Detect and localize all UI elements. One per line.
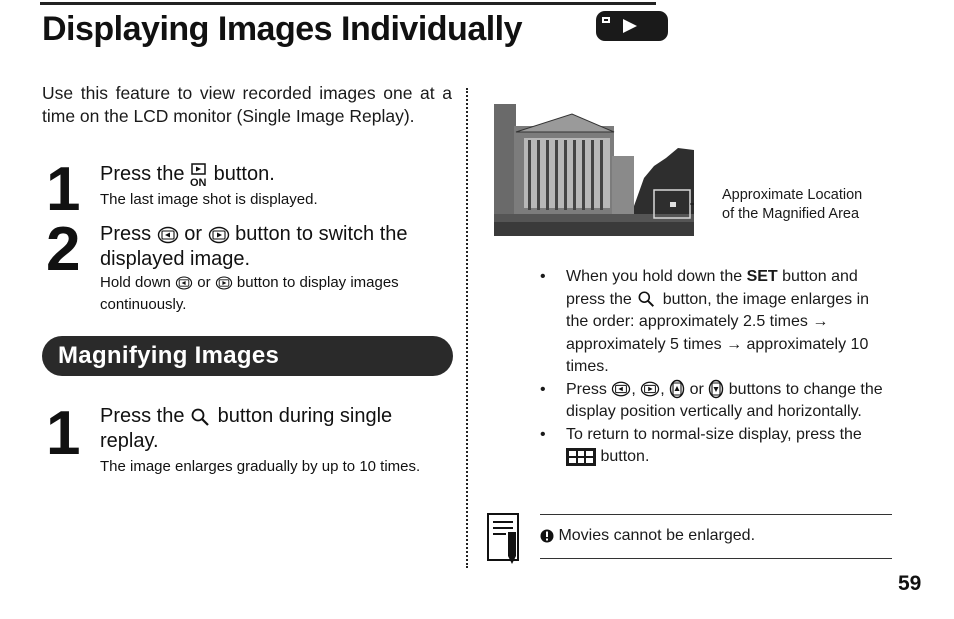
list-item: • To return to normal-size display, press the button. [540,425,862,465]
magnified-area-callout: Approximate Location of the Magnified Area [722,187,863,222]
top-rule [40,2,656,5]
page-title: Displaying Images Individually [42,10,523,48]
bullet-list [540,266,892,469]
sample-photo [494,86,694,236]
step-heading: Press the button during single replay. [100,405,393,452]
left-arrow-button-icon [175,275,193,291]
note-text: Movies cannot be enlarged. [540,525,755,547]
intro-text: Use this feature to view recorded images one at a time on the LCD monitor (Single Image Replay). [42,83,452,126]
replay-on-button-icon [190,163,208,187]
right-arrow-button-icon [208,225,230,245]
up-arrow-button-icon [669,379,685,399]
page-number: 59 [898,572,922,595]
note-rule-bottom [540,558,892,559]
step-body: The last image shot is displayed. [100,191,318,208]
down-arrow-button-icon [708,379,724,399]
list-item: • Press , , or buttons to change the display position vertically and horizontally. [540,380,883,420]
step-number: 1 [46,155,81,224]
note-pencil-icon [486,512,526,566]
step-number: 1 [46,399,81,468]
left-arrow-button-icon [157,225,179,245]
list-item: • When you hold down the SET button and press the button, the image enlarges in the order: approximately 2.5 times → approximately 5 times → approximately 10 times. [540,268,870,375]
note-rule-top [540,514,892,515]
step-body: The image enlarges gradually by up to 10 times. [100,458,421,475]
index-display-icon [566,448,596,466]
playback-mode-icon [596,11,668,41]
right-arrow-button-icon [215,275,233,291]
caution-bullet-icon [540,529,554,543]
svg-text:ON: ON [190,176,207,187]
step-body: Hold down or button to display images continuously. [100,274,399,313]
magnify-icon [190,407,212,427]
right-arrow-button-icon [640,380,660,398]
column-divider [466,88,468,568]
step-heading: Press the ON button. [100,163,275,187]
magnify-icon [636,290,658,308]
left-arrow-button-icon [611,380,631,398]
step-number: 2 [46,215,81,284]
step-heading: Press or button to switch the displayed image. [100,223,408,270]
section-banner: Magnifying Images [42,336,453,376]
